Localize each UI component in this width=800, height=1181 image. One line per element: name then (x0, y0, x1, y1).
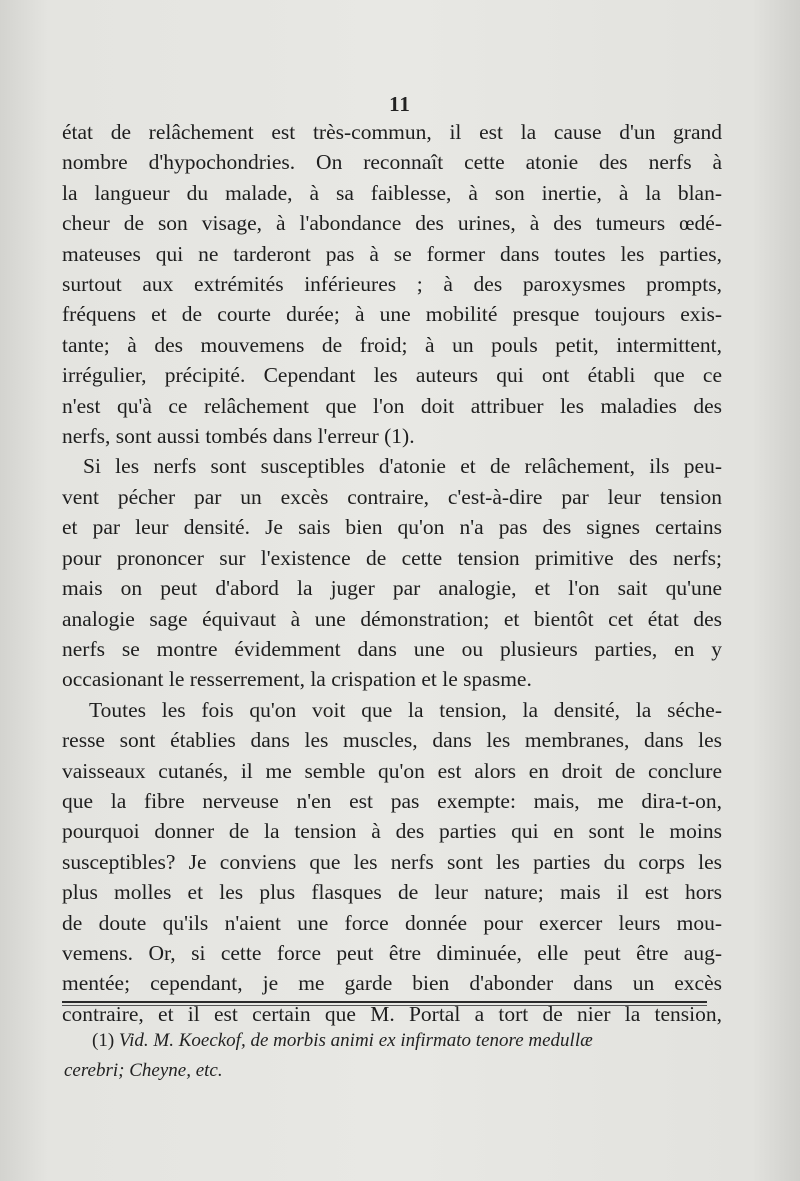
text-line: la langueur du malade, à sa faiblesse, à son inertie, à la blan- (62, 180, 722, 205)
text-line: nombre d'hypochondries. On reconnaît cette atonie des nerfs à (62, 150, 722, 175)
text-line: surtout aux extrémités inférieures ; à des paroxysmes prompts, (62, 272, 722, 297)
text-line: de doute qu'ils n'aient une force donnée pour exercer leurs mou- (62, 910, 722, 935)
body-text (62, 117, 722, 1029)
text-line: susceptibles? Je conviens que les nerfs sont les parties du corps les (62, 849, 722, 874)
text-line: cheur de son visage, à l'abondance des urines, à des tumeurs œdé- (62, 211, 722, 236)
text-line: analogie sage équivaut à une démonstration; et bientôt cet état des (62, 606, 722, 631)
text-line: contraire, et il est certain que M. Portal a tort de nier la tension, (62, 1001, 722, 1026)
text-line: vent pécher par un excès contraire, c'est-à-dire par leur tension (62, 484, 722, 509)
text-line: état de relâchement est très-commun, il est la cause d'un grand (62, 120, 722, 144)
page-number: 11 (389, 92, 411, 116)
text-line: occasionant le resserrement, la crispation et le spasme. (62, 667, 532, 692)
footnote (64, 1026, 722, 1086)
text-line: Toutes les fois qu'on voit que la tension, la densité, la séche- (89, 697, 722, 722)
text-line: plus molles et les plus flasques de leur nature; mais il est hors (62, 880, 722, 905)
footnote-text-1: Vid. M. Koeckof, de morbis animi ex infirmato tenore medullæ (118, 1030, 593, 1051)
text-line: pour prononcer sur l'existence de cette tension primitive des nerfs; (62, 545, 722, 570)
footnote-line-1 (92, 1026, 722, 1056)
text-line: vemens. Or, si cette force peut être diminuée, elle peut être aug- (62, 940, 722, 965)
footnote-marker: (1) (92, 1030, 115, 1051)
text-line: mateuses qui ne tarderont pas à se former dans toutes les parties, (62, 241, 722, 266)
text-line: Si les nerfs sont susceptibles d'atonie et de relâchement, ils peu- (83, 454, 722, 479)
text-line: que la fibre nerveuse n'en est pas exempte: mais, me dira-t-on, (62, 788, 722, 813)
footnote-divider (62, 1001, 707, 1003)
text-line: irrégulier, précipité. Cependant les auteurs qui ont établi que ce (62, 363, 722, 388)
text-line: resse sont établies dans les muscles, dans les membranes, dans les (62, 728, 722, 753)
text-line: fréquens et de courte durée; à une mobilité presque toujours exis- (62, 302, 722, 327)
footnote-text-2: cerebri; Cheyne, etc. (64, 1060, 223, 1081)
text-line: nerfs, sont aussi tombés dans l'erreur (1). (62, 424, 415, 449)
text-line: mentée; cependant, je me garde bien d'abonder dans un excès (62, 971, 722, 996)
text-line: pourquoi donner de la tension à des parties qui en sont le moins (62, 819, 722, 844)
text-line: mais on peut d'abord la juger par analogie, et l'on sait qu'une (62, 576, 722, 601)
text-line: nerfs se montre évidemment dans une ou plusieurs parties, en y (62, 636, 722, 661)
text-line: tante; à des mouvemens de froid; à un pouls petit, intermittent, (62, 332, 722, 357)
text-line: vaisseaux cutanés, il me semble qu'on est alors en droit de conclure (62, 758, 722, 783)
text-line: n'est qu'à ce relâchement que l'on doit attribuer les maladies des (62, 393, 722, 418)
text-line: et par leur densité. Je sais bien qu'on n'a pas des signes certains (62, 515, 722, 540)
